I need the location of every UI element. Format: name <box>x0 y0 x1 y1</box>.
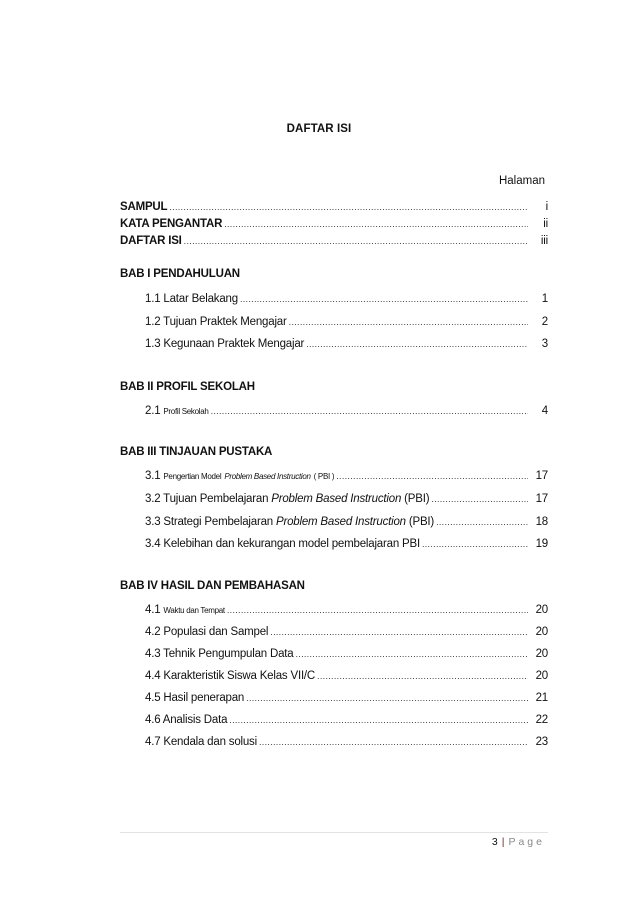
dot-leader <box>246 691 528 705</box>
section-number: 3.1 <box>145 470 161 482</box>
dot-leader <box>317 669 528 683</box>
toc-page-number: 20 <box>535 670 548 682</box>
toc-page-number: 20 <box>535 648 548 660</box>
page-title: DAFTAR ISI <box>286 123 352 135</box>
toc-entry-3-4[interactable] <box>145 537 548 551</box>
section-title-post: (PBI) <box>408 516 435 528</box>
dot-leader <box>270 625 528 639</box>
footer-separator: | <box>501 836 505 848</box>
toc-page-number: 18 <box>535 516 548 528</box>
section-title: Profil Sekolah <box>163 407 209 416</box>
dot-leader <box>229 713 528 727</box>
dot-leader <box>184 234 528 248</box>
toc-entry-kata-pengantar[interactable] <box>120 217 548 231</box>
section-title-pre: 3.2 Tujuan Pembelajaran <box>145 493 269 505</box>
chapter-heading-2: BAB II PROFIL SEKOLAH <box>120 381 255 393</box>
toc-label: 1.1 Latar Belakang <box>145 293 238 305</box>
page-footer <box>492 836 545 848</box>
toc-label <box>145 469 334 484</box>
section-title-post: ( PBI ) <box>313 472 335 481</box>
toc-page-number: 19 <box>535 538 548 550</box>
toc-entry-3-2[interactable] <box>145 492 548 506</box>
footer-page-number: 3 <box>491 836 498 848</box>
toc-label: 4.3 Tehnik Pengumpulan Data <box>145 648 294 660</box>
toc-page-number: 20 <box>535 626 548 638</box>
section-number: 4.1 <box>145 604 161 616</box>
toc-page-number: 4 <box>541 405 548 417</box>
toc-page-number: 2 <box>541 316 548 328</box>
dot-leader <box>336 469 528 483</box>
toc-entry-1-3[interactable] <box>145 337 548 351</box>
toc-entry-sampul[interactable] <box>120 200 548 214</box>
section-title-pre: Pengertian Model <box>163 472 222 481</box>
toc-label: 3.4 Kelebihan dan kekurangan model pembelajaran PBI <box>145 538 420 550</box>
toc-entry-daftar-isi[interactable] <box>120 234 548 248</box>
toc-label: 1.3 Kegunaan Praktek Mengajar <box>145 338 305 350</box>
toc-entry-3-1[interactable] <box>145 469 548 484</box>
toc-page-number: 17 <box>535 493 548 505</box>
toc-page-number: 21 <box>535 692 548 704</box>
toc-entry-4-5[interactable] <box>145 691 548 705</box>
toc-entry-4-6[interactable] <box>145 713 548 727</box>
toc-label: 4.7 Kendala dan solusi <box>145 736 257 748</box>
toc-page-number: i <box>545 201 548 213</box>
toc-label: DAFTAR ISI <box>120 235 182 247</box>
dot-leader <box>295 647 528 661</box>
toc-label: SAMPUL <box>120 201 168 213</box>
chapter-heading-1: BAB I PENDAHULUAN <box>120 268 240 280</box>
toc-label: 4.5 Hasil penerapan <box>145 692 245 704</box>
section-title-italic: Problem Based Instruction <box>224 472 311 481</box>
toc-label <box>145 492 429 506</box>
dot-leader <box>306 337 528 351</box>
chapter-heading-3: BAB III TINJAUAN PUSTAKA <box>120 446 273 458</box>
toc-page-number: 20 <box>535 604 548 616</box>
footer-divider <box>120 832 548 833</box>
footer-page-word: Page <box>508 836 545 848</box>
section-title-post: (PBI) <box>404 493 430 505</box>
dot-leader <box>211 404 528 418</box>
toc-label: 4.2 Populasi dan Sampel <box>145 626 269 638</box>
toc-page-number: ii <box>543 218 548 230</box>
toc-label: 4.6 Analisis Data <box>145 714 228 726</box>
toc-label <box>145 515 434 529</box>
toc-label: 1.2 Tujuan Praktek Mengajar <box>145 316 287 328</box>
section-title-italic: Problem Based Instruction <box>271 493 402 505</box>
toc-page-number: 22 <box>535 714 548 726</box>
dot-leader <box>289 315 528 329</box>
toc-entry-4-7[interactable] <box>145 735 548 749</box>
toc-page-number: 3 <box>541 338 548 350</box>
dot-leader <box>227 603 528 617</box>
toc-entry-1-1[interactable] <box>145 292 548 306</box>
dot-leader <box>422 537 528 551</box>
toc-label: 4.4 Karakteristik Siswa Kelas VII/C <box>145 670 316 682</box>
section-title-pre: 3.3 Strategi Pembelajaran <box>145 516 273 528</box>
toc-page-number: iii <box>540 235 548 247</box>
toc-page-number: 23 <box>535 736 548 748</box>
toc-entry-4-1[interactable] <box>145 603 548 618</box>
toc-entry-4-4[interactable] <box>145 669 548 683</box>
toc-page-number: 1 <box>541 293 548 305</box>
toc-entry-4-3[interactable] <box>145 647 548 661</box>
dot-leader <box>436 515 528 529</box>
halaman-label: Halaman <box>498 175 545 187</box>
toc-label: KATA PENGANTAR <box>120 218 223 230</box>
toc-entry-1-2[interactable] <box>145 315 548 329</box>
dot-leader <box>259 735 528 749</box>
dot-leader <box>169 200 528 214</box>
section-title: Waktu dan Tempat <box>163 606 225 615</box>
dot-leader <box>240 292 528 306</box>
toc-page-number: 17 <box>535 470 548 482</box>
toc-label <box>145 404 209 419</box>
dot-leader <box>224 217 528 231</box>
toc-entry-2-1[interactable] <box>145 404 548 419</box>
toc-entry-4-2[interactable] <box>145 625 548 639</box>
section-title-italic: Problem Based Instruction <box>275 516 406 528</box>
chapter-heading-4: BAB IV HASIL DAN PEMBAHASAN <box>120 580 305 592</box>
toc-entry-3-3[interactable] <box>145 515 548 529</box>
toc-label <box>145 603 225 618</box>
dot-leader <box>431 492 528 506</box>
section-number: 2.1 <box>145 405 161 417</box>
